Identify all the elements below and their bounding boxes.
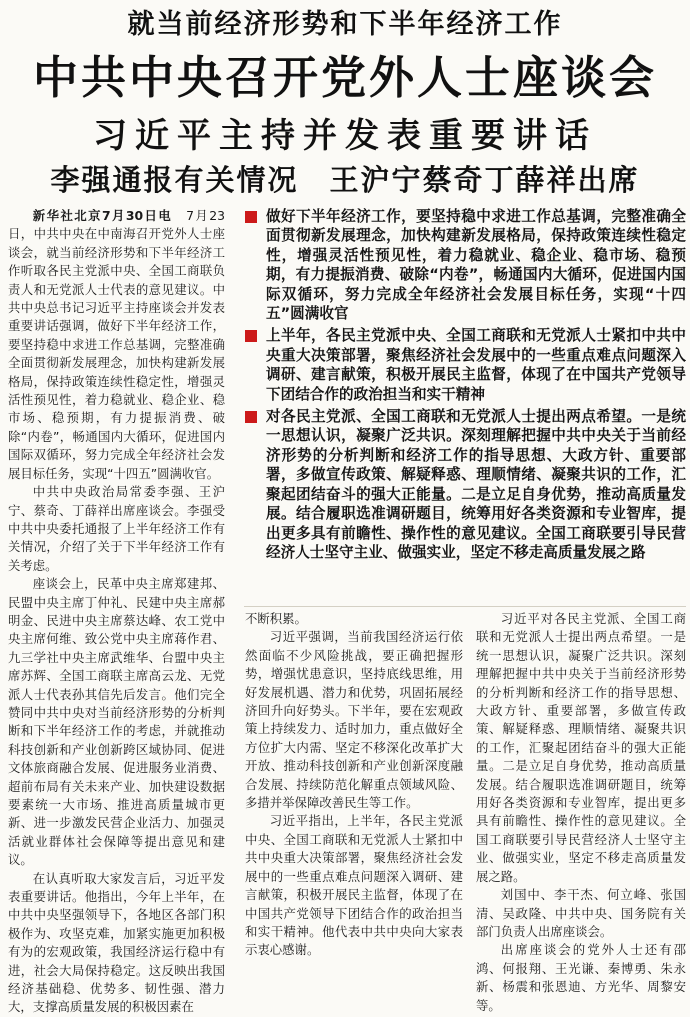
- article-paragraph: 刘国中、李干杰、何立峰、张国清、吴政隆、中共中央、国务院有关部门负责人出席座谈会。: [476, 887, 686, 939]
- subheadline-secondary: 李强通报有关情况 王沪宁蔡奇丁薛祥出席: [50, 163, 640, 197]
- dateline: 新华社北京7月30日电: [32, 208, 173, 223]
- summary-text: 对各民主党派、全国工商联和无党派人士提出两点希望。一是统一思想认识，凝聚广泛共识。深刻理解把握中共中央关于当前经济形势的分析判断和经济工作的指导思想、大政方针、重要部署，多做宣传政策、解疑释惑、理顺情绪、凝聚共识的工作，汇聚起团结奋斗的强大正能量。二是立足自身优势，推动高质量发展。结合履职选准调研题目，统筹用好各类资源和专业智库，提出更多具有前瞻性、操作性的意见建议。全国工商联要引导民营经济人士坚守主业、做强实业，坚定不移走高质量发展之路: [266, 408, 686, 561]
- article-paragraph: 中共中央政治局常委李强、王沪宁、蔡奇、丁薛祥出席座谈会。李强受中共中央委托通报了上半年经济工作有关情况，介绍了关于下半年经济工作有关考虑。: [8, 484, 225, 573]
- red-square-bullet-icon: [245, 411, 257, 423]
- main-headline: 中共中央召开党外人士座谈会: [32, 51, 657, 104]
- summary-box: [244, 207, 686, 565]
- article-column-2: [245, 610, 463, 958]
- summary-item: [244, 207, 686, 323]
- red-square-bullet-icon: [245, 211, 257, 223]
- summary-item: [244, 407, 686, 562]
- article-column-1: [8, 207, 226, 1015]
- article-paragraph: 出席座谈会的党外人士还有邵鸿、何报翔、王光谦、秦博勇、朱永新、杨震和张恩迪、方光华、周黎安等。: [476, 942, 686, 1013]
- summary-text: 做好下半年经济工作，要坚持稳中求进工作总基调，完整准确全面贯彻新发展理念，加快构建新发展格局，保持政策连续性稳定性，增强灵活性预见性，着力稳就业、稳企业、稳市场、稳预期，有力提振消费、破除“内卷”，畅通国内大循环，促进国内国际双循环，努力完成全年经济社会发展目标任务，实现“十四五”圆满收官: [266, 208, 686, 323]
- article-paragraph: 座谈会上，民革中央主席郑建邦、民盟中央主席丁仲礼、民建中央主席郝明金、民进中央主席蔡达峰、农工党中央主席何维、致公党中央主席蒋作君、九三学社中央主席武维华、台盟中央主席苏辉、全国工商联主席高云龙、无党派人士代表孙其信先后发言。他们完全赞同中共中央对当前经济形势的分析判断和下半年经济工作的考虑，并就推动科技创新和产业创新跨区域协同、促进文体旅商融合发展、促进服务业消费、超前布局有关未来产业、加快建设数据要素统一大市场、推进高质量城市更新、进一步激发民营企业活力、加强灵活就业群体社会保障等提出意见和建议。: [8, 576, 225, 868]
- red-square-bullet-icon: [245, 330, 257, 342]
- article-paragraph: 习近平对各民主党派、全国工商联和无党派人士提出两点希望。一是统一思想认识，凝聚广泛共识。深刻理解把握中共中央关于当前经济形势的分析判断和经济工作的指导思想、大政方针、重要部署，多做宣传政策、解疑释惑、理顺情绪、凝聚共识的工作，汇聚起团结奋斗的强大正能量。二是立足自身优势，推动高质量发展。结合履职选准调研题目，统筹用好各类资源和专业智库，提出更多具有前瞻性、操作性的意见建议。全国工商联要引导民营经济人士坚守主业、做强实业，坚定不移走高质量发展之路。: [476, 611, 686, 884]
- article-paragraph: 习近平强调，当前我国经济运行依然面临不少风险挑战，要正确把握形势，增强忧患意识，坚持底线思维，用好发展机遇、潜力和优势，巩固拓展经济回升向好势头。下半年，要在宏观政策上持续发力、适时加力，重点做好全方位扩大内需、坚定不移深化改革扩大开放、推动科技创新和产业创新深度融合发展、持续防范化解重点领域风险、多措并举保障改善民生等工作。: [245, 629, 463, 811]
- divider: [244, 606, 686, 607]
- article-paragraph: 习近平指出，上半年，各民主党派中央、全国工商联和无党派人士紧扣中共中央重大决策部署，聚焦经济社会发展中的一些重点难点问题深入调研、建言献策，积极开展民主监督，体现了在中国共产党领导下团结合作的政治担当和实干精神。他代表中共中央向大家表示衷心感谢。: [245, 813, 463, 958]
- article-paragraph: [8, 207, 225, 483]
- headline-kicker: 就当前经济形势和下半年经济工作: [127, 9, 563, 40]
- article-text: 7月23日，中共中央在中南海召开党外人士座谈会，就当前经济形势和下半年经济工作听取各民主党派中央、全国工商联负责人和无党派人士代表的意见建议。中共中央总书记习近平主持座谈会并发表重要讲话强调，做好下半年经济工作，要坚持稳中求进工作总基调，完整准确全面贯彻新发展理念，加快构建新发展格局，保持政策连续性稳定性，增强灵活性预见性，着力稳就业、稳企业、稳市场、稳预期，有力提振消费、破除“内卷”，畅通国内大循环，促进国内国际双循环，努力完成全年经济社会发展目标任务，实现“十四五”圆满收官。: [8, 208, 226, 481]
- article-paragraph: 不断积累。: [245, 611, 307, 626]
- subheadline: 习近平主持并发表重要讲话: [93, 116, 597, 156]
- article-column-3: [476, 610, 686, 1013]
- summary-item: [244, 326, 686, 404]
- article-paragraph: 在认真听取大家发言后，习近平发表重要讲话。他指出，今年上半年，在中共中央坚强领导下，各地区各部门积极作为、攻坚克难，加紧实施更加积极有为的宏观政策，我国经济运行稳中有进，社会大局保持稳定。这反映出我国经济基础稳、优势多、韧性强、潜力大，支撑高质量发展的积极因素在: [8, 870, 225, 1015]
- summary-text: 上半年，各民主党派中央、全国工商联和无党派人士紧扣中共中央重大决策部署，聚焦经济社会发展中的一些重点难点问题深入调研、建言献策，积极开展民主监督，体现了在中国共产党领导下团结合作的政治担当和实干精神: [266, 327, 686, 403]
